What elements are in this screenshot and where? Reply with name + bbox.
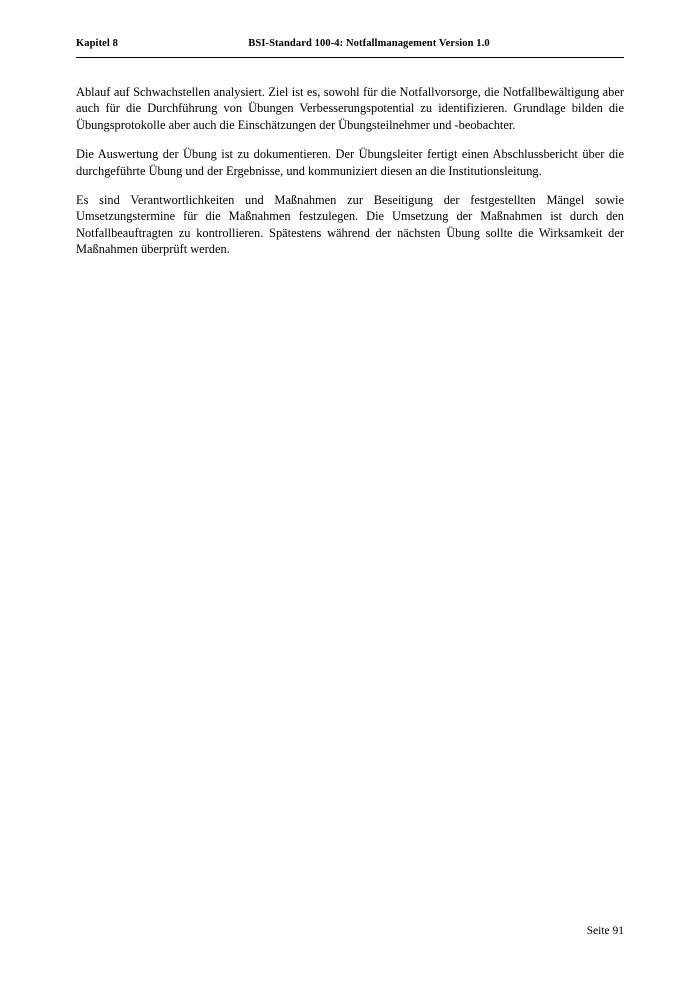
header-chapter: Kapitel 8 [76, 38, 119, 49]
body-paragraph-2: Die Auswertung der Übung ist zu dokumentieren. Der Übungsleiter fertigt einen Abschlussbericht über die durchgeführte Übung und der Ergebnisse, und kommuniziert diesen an die Institutionsleitung. [76, 147, 624, 178]
page-body [76, 84, 624, 258]
body-paragraph-3: Es sind Verantwortlichkeiten und Maßnahmen zur Beseitigung der festgestellten Mängel sowie Umsetzungstermine für die Maßnahmen festzulegen. Die Umsetzung der Maßnahmen ist durch den Notfallbeauftragten zu kontrollieren. Spätestens während der nächsten Übung sollte die Wirksamkeit der Maßnahmen überprüft werden. [76, 193, 624, 257]
body-paragraph-1: Ablauf auf Schwachstellen analysiert. Ziel ist es, sowohl für die Notfallvorsorge, die Notfallbewältigung aber auch für die Durchführung von Übungen Verbesserungspotential zu identifizieren. Grundlage bilden die Übungsprotokolle aber auch die Einschätzungen der Übungsteilnehmer und -beobachter. [76, 85, 624, 132]
page-footer [76, 925, 624, 937]
header-title: BSI-Standard 100-4: Notfallmanagement Version 1.0 [248, 38, 490, 49]
header-divider [76, 57, 624, 58]
page-header [76, 38, 624, 49]
page-number: Seite 91 [586, 925, 624, 937]
